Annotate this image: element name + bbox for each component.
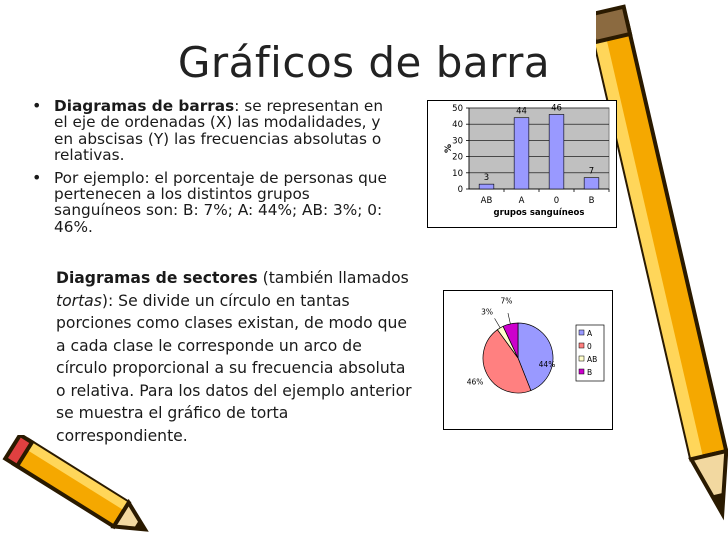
bar-data-label: 44 [516,106,527,117]
legend-label: 0 [587,342,592,351]
bullet-bar-diagram [30,98,390,164]
pencil-icon [0,435,160,546]
plot-area [469,108,609,189]
slide-title: Gráficos de barra [177,38,551,87]
legend-swatch-AB [579,356,584,361]
pie-data-label: 44% [538,360,556,369]
sector-diagram-term: Diagramas de sectores [56,269,258,287]
x-tick-label: A [518,196,525,206]
sector-diagram-paragraph [56,267,416,447]
example-text: Por ejemplo: el porcentaje de personas que pertenecen a los distintos grupos sanguíneos son: B: 7%; A: 44%; AB: 3%; 0: 46%. [54,168,387,236]
y-tick-label: 50 [452,104,463,114]
bar-0 [549,114,564,189]
sector-text-2: ): Se divide un círculo en tantas porciones como clases existan, de modo que a cada clase le corresponde un arco de círculo proporcional a su frecuencia absoluta o relativa. Para los datos del ejemplo anterior se muestra el gráfico de torta correspondiente. [56,291,412,445]
bar-AB [479,184,494,189]
legend-label: A [587,329,593,338]
bar-data-label: 3 [483,173,490,184]
y-tick-label: 10 [452,168,463,179]
sector-text-1: (también llamados [257,269,409,287]
pie-legend [576,325,604,381]
y-tick-label: 0 [457,185,463,195]
legend-label: B [587,368,593,377]
pie-data-label: 7% [500,296,513,306]
bar-data-label: 46 [551,103,562,114]
x-axis-label: grupos sanguíneos [493,208,585,218]
bar-diagram-term: Diagramas de barras [54,97,235,115]
pie-data-label: 46% [466,377,484,387]
bar-B [584,178,599,189]
bar-chart [427,100,617,228]
legend-swatch-A [579,330,584,335]
legend-swatch-B [579,369,584,374]
pie-data-label: 3% [481,307,493,317]
pie-chart [443,290,613,430]
y-tick-label: 30 [452,136,463,147]
x-tick-label: B [588,196,595,206]
bullet-icon: • [32,167,42,187]
legend-swatch-0 [579,343,584,348]
y-tick-label: 40 [452,120,463,131]
bullet-icon: • [32,96,42,115]
sector-term-italic: tortas [56,291,102,310]
y-axis-label: % [444,143,454,154]
bar-A [514,118,529,189]
bullet-list [30,98,390,241]
x-tick-label: AB [480,196,493,206]
legend-label: AB [587,355,598,364]
y-tick-label: 20 [452,152,463,163]
bar-data-label: 7 [588,166,595,177]
x-tick-label: 0 [553,196,560,206]
bullet-example [30,167,390,236]
bar-diagram-definition: : se representan en el eje de ordenadas (X) las modalidades, y en abscisas (Y) las frecuencias absolutas o relativas. [54,97,384,165]
